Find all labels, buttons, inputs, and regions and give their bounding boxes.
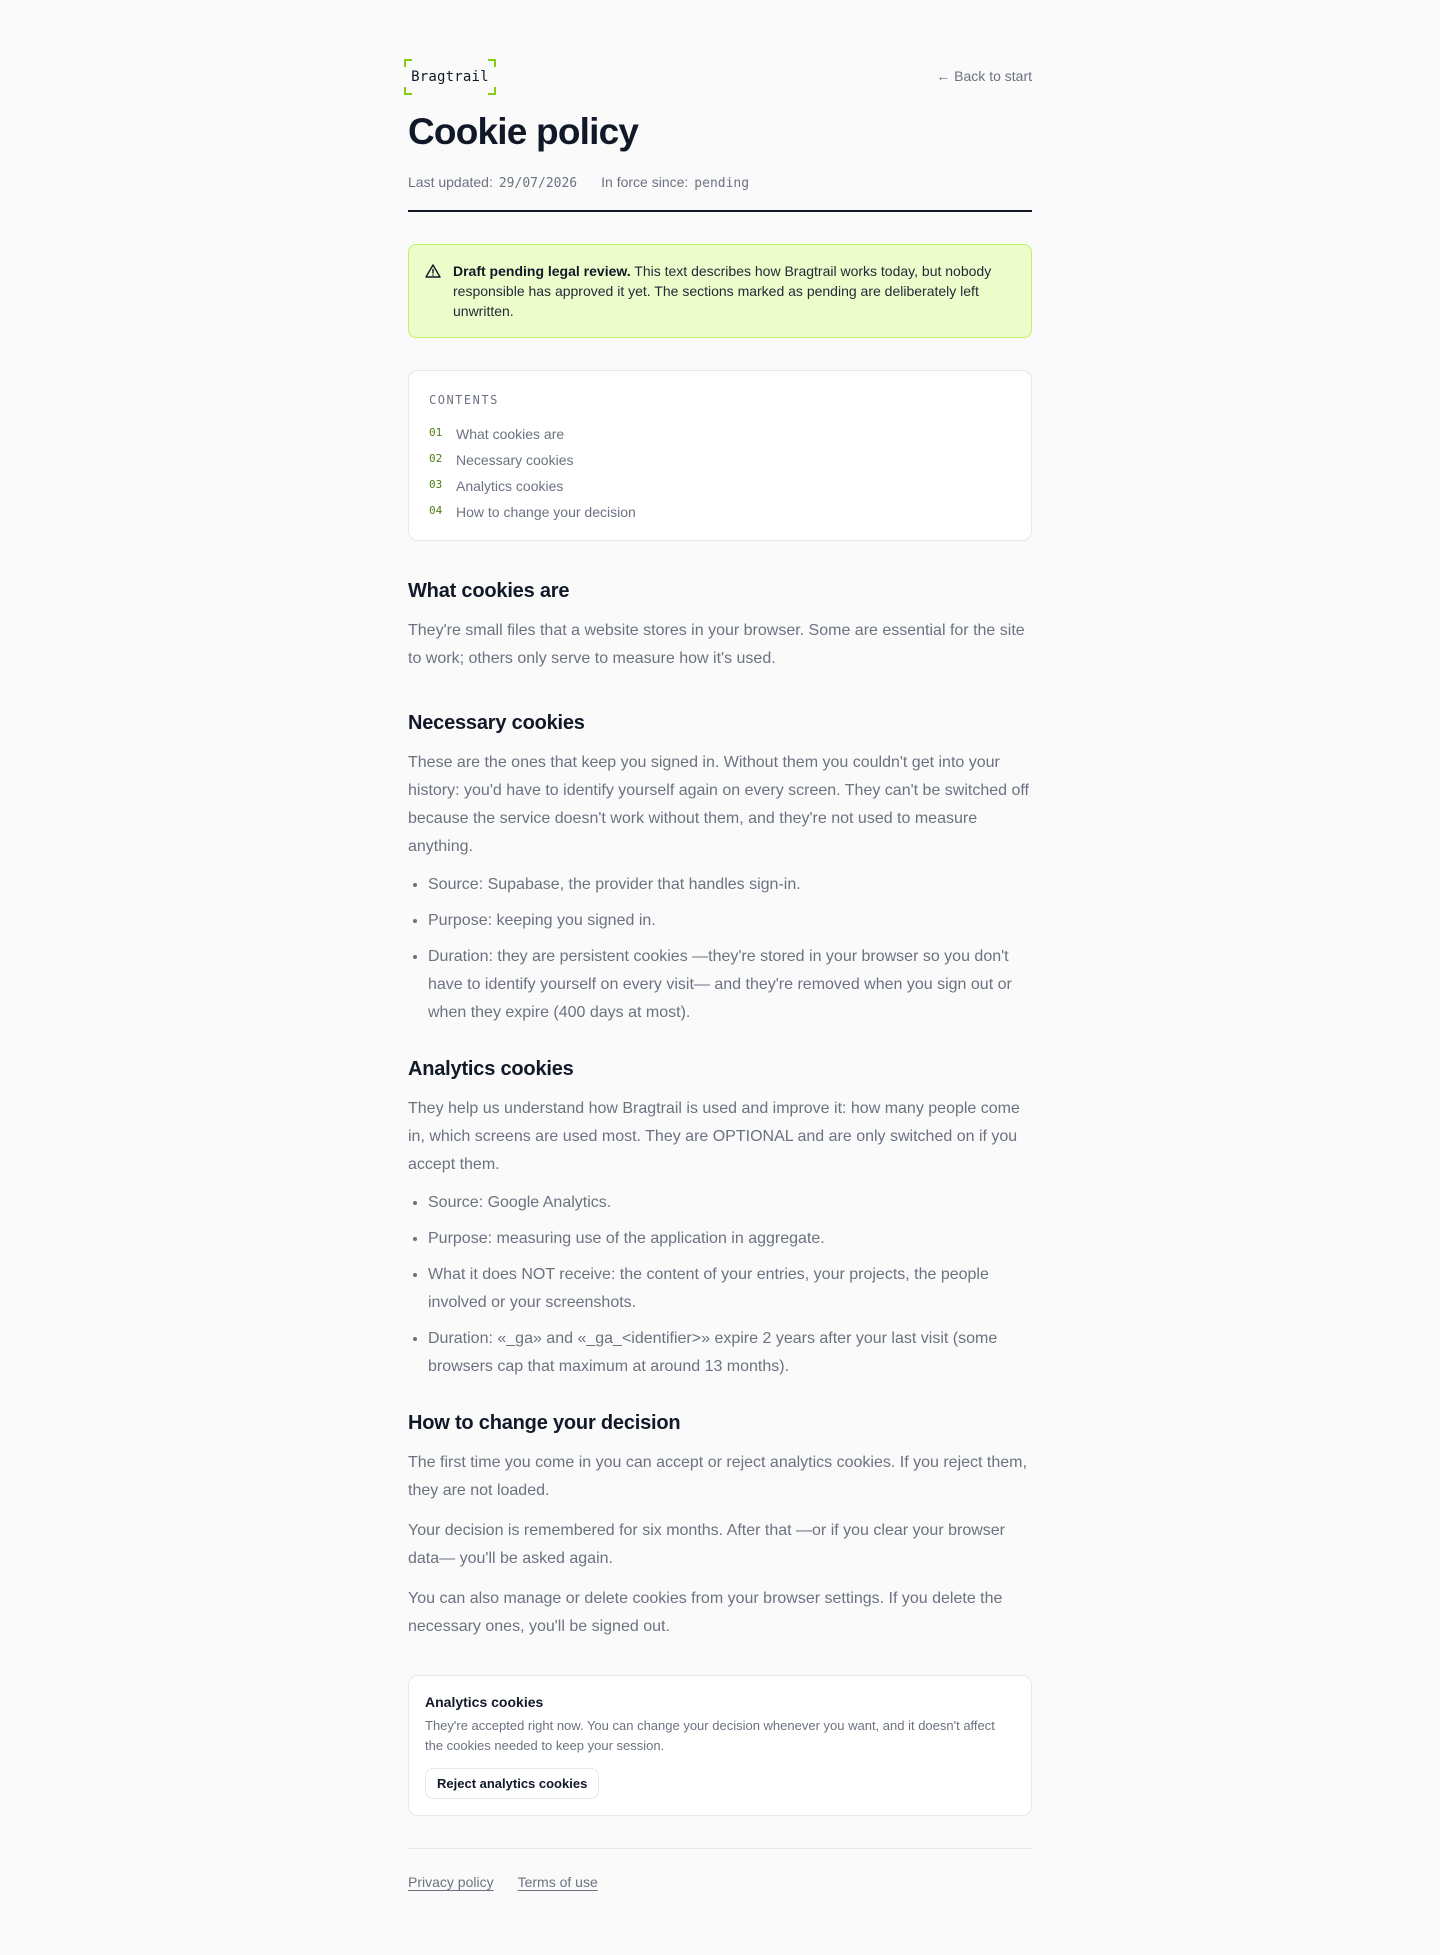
toc-number: 02 [429, 451, 443, 465]
page-title: Cookie policy [408, 111, 639, 152]
section-title: How to change your decision [408, 1412, 681, 1434]
bullet-list [408, 871, 1032, 1027]
notice-heading: Draft pending legal review. [453, 263, 631, 279]
topbar [408, 0, 1032, 96]
last-updated-value: 29/07/2026 [498, 175, 578, 191]
terms-of-use-link[interactable]: Terms of use [517, 1874, 598, 1890]
toc-item-necessary-cookies[interactable] [429, 447, 1011, 473]
logo-corner-icon [488, 59, 496, 67]
draft-notice [408, 244, 1032, 338]
toc-label: What cookies are [456, 426, 565, 442]
toc-label: Necessary cookies [456, 452, 574, 468]
toc-number: 01 [429, 425, 443, 439]
logo-corner-icon [488, 87, 496, 95]
bullet-list [408, 1189, 1032, 1381]
toc-number: 03 [429, 477, 443, 491]
reject-analytics-button[interactable]: Reject analytics cookies [425, 1768, 599, 1799]
toc-item-change-decision[interactable] [429, 499, 1011, 525]
toc-item-what-cookies-are[interactable] [429, 421, 1011, 447]
consent-text: They're accepted right now. You can change your decision whenever you want, and it doesn't affect the cookies needed to keep your session. [425, 1718, 995, 1753]
privacy-policy-link[interactable]: Privacy policy [408, 1874, 494, 1890]
last-updated-label: Last updated: [408, 173, 493, 190]
paragraph: You can also manage or delete cookies from your browser settings. If you delete the necessary ones, you'll be signed out. [408, 1590, 1003, 1635]
list-item: • Purpose: keeping you signed in. [428, 907, 1032, 935]
notice-text: This text describes how Bragtrail works today, but nobody responsible has approved it yet. The sections marked as pending are deliberately left unwritten. [453, 263, 992, 319]
analytics-consent-card [408, 1675, 1032, 1816]
in-force-label: In force since: [601, 173, 689, 190]
toc-label: How to change your decision [456, 504, 636, 520]
table-of-contents [408, 370, 1032, 541]
list-item: • Duration: «_ga» and «_ga_<identifier>» expire 2 years after your last visit (some browsers cap that maximum at around 13 months). [428, 1325, 1032, 1381]
in-force-since [601, 174, 749, 191]
paragraph: They help us understand how Bragtrail is used and improve it: how many people come in, which screens are used most. They are OPTIONAL and are only switched on if you accept them. [408, 1100, 1020, 1173]
list-item: • Duration: they are persistent cookies —they're stored in your browser so you don't have to identify yourself on every visit— and they're removed when you sign out or when they expire (400 days at most). [428, 943, 1032, 1027]
paragraph: These are the ones that keep you signed in. Without them you couldn't get into your history: you'd have to identify yourself again on every screen. They can't be switched off because the service doesn't work without them, and they're not used to measure anything. [408, 754, 1029, 855]
footer-divider [408, 1848, 1032, 1849]
toc-title: CONTENTS [429, 393, 499, 407]
section-title: Analytics cookies [408, 1058, 574, 1080]
consent-title: Analytics cookies [425, 1694, 544, 1710]
paragraph: They're small files that a website stores in your browser. Some are essential for the site to work; others only serve to measure how it's used. [408, 622, 1025, 667]
section-title: What cookies are [408, 580, 570, 602]
section-change-decision [408, 1409, 1032, 1641]
header-divider [408, 210, 1032, 212]
list-item: • Purpose: measuring use of the application in aggregate. [428, 1225, 1032, 1253]
toc-item-analytics-cookies[interactable] [429, 473, 1011, 499]
toc-label: Analytics cookies [456, 478, 564, 494]
logo-corner-icon [404, 87, 412, 95]
page-meta [408, 172, 1032, 192]
paragraph: Your decision is remembered for six months. After that —or if you clear your browser data— you'll be asked again. [408, 1522, 1005, 1567]
footer [408, 1874, 1032, 1890]
logo-corner-icon [404, 59, 412, 67]
last-updated [408, 174, 577, 191]
toc-number: 04 [429, 503, 443, 517]
back-to-start-link[interactable]: ← Back to start [936, 68, 1032, 84]
section-what-cookies-are [408, 577, 1032, 673]
logo[interactable] [404, 59, 496, 95]
list-item: • Source: Google Analytics. [428, 1189, 1032, 1217]
list-item: • Source: Supabase, the provider that handles sign-in. [428, 871, 1032, 899]
list-item: • What it does NOT receive: the content of your entries, your projects, the people involved or your screenshots. [428, 1261, 1032, 1317]
section-analytics-cookies [408, 1055, 1032, 1381]
paragraph: The first time you come in you can accept or reject analytics cookies. If you reject them, they are not loaded. [408, 1454, 1027, 1499]
page [408, 0, 1032, 1890]
section-title: Necessary cookies [408, 712, 585, 734]
section-necessary-cookies [408, 709, 1032, 1027]
logo-text: Bragtrail [411, 69, 489, 85]
in-force-value: pending [694, 175, 750, 191]
warning-triangle-icon [425, 263, 441, 279]
